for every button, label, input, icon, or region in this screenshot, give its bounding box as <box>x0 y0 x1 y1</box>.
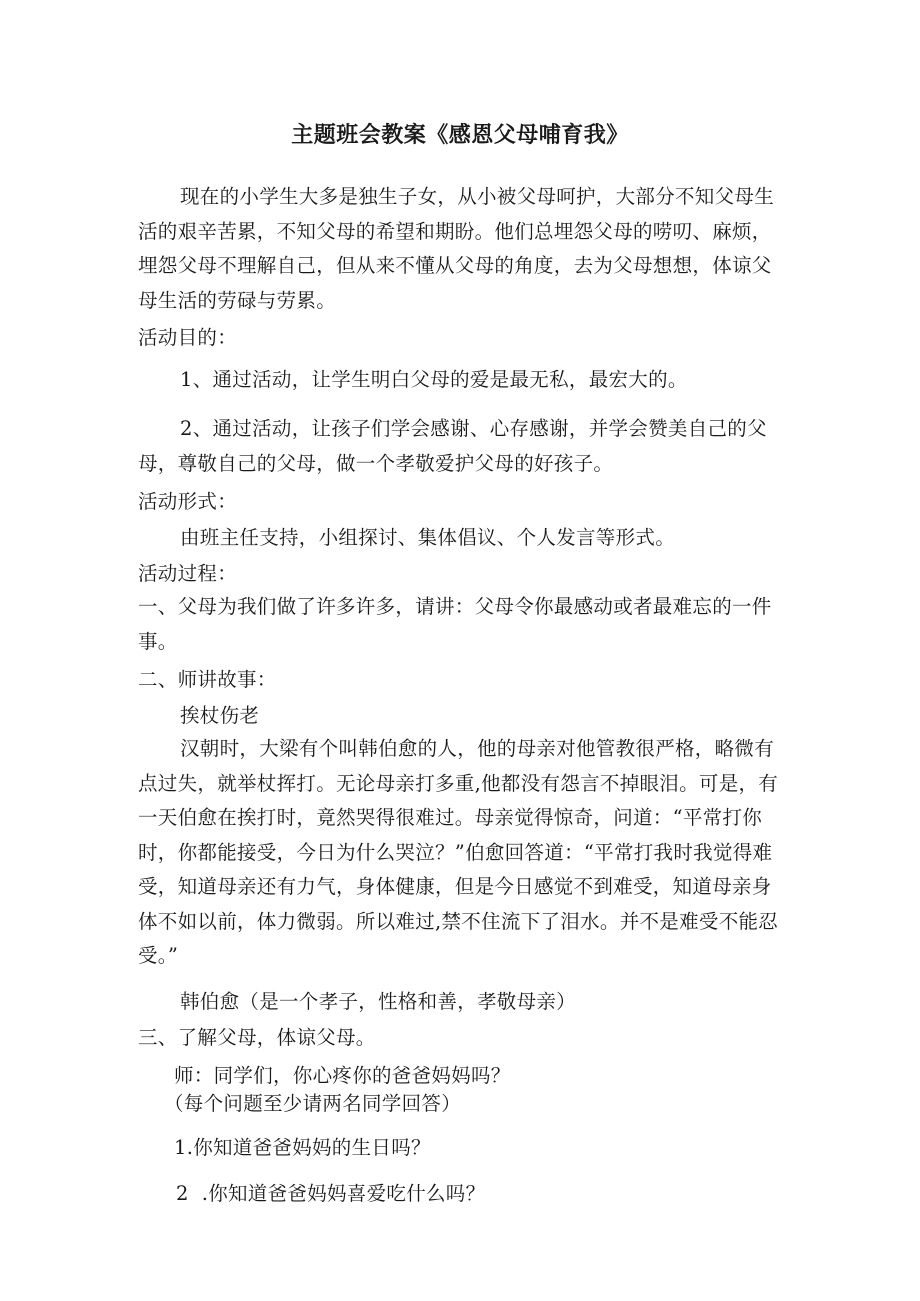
story-note: 韩伯愈（是一个孝子，性格和善，孝敬母亲） <box>180 990 577 1013</box>
form-heading: 活动形式： <box>138 490 238 513</box>
form-text: 由班主任支持，小组探讨、集体倡议、个人发言等形式。 <box>180 526 676 549</box>
story-title: 挨杖伤老 <box>180 704 260 727</box>
process-heading: 活动过程： <box>138 562 238 585</box>
goals-heading: 活动目的： <box>138 326 238 349</box>
document-title: 主题班会教案《感恩父母哺育我》 <box>291 123 629 148</box>
goal-item-2: 2、通过活动，让孩子们学会感谢、心存感谢，并学会赞美自己的父母，尊敬自己的父母，做一个孝敬爱护父母的好孩子。 <box>138 417 767 475</box>
process-step-3: 三、了解父母，体谅父母。 <box>138 1026 376 1049</box>
process-step-1: 一、父母为我们做了许多许多，请讲：父母令你最感动或者最难忘的一件事。 <box>138 595 772 653</box>
teacher-note: （每个问题至少请两名同学回答） <box>164 1092 462 1115</box>
question-1: 1.你知道爸爸妈妈的生日吗？ <box>174 1136 431 1159</box>
goal-item-1: 1、通过活动，让学生明白父母的爱是最无私，最宏大的。 <box>180 368 688 391</box>
story-text: 汉朝时，大梁有个叫韩伯愈的人，他的母亲对他管教很严格，略微有点过失，就举杖挥打。无论母亲打多重,他都没有怨言不掉眼泪。可是，有一天伯愈在挨打时，竟然哭得很难过。母亲觉得惊奇，问道：“平常打你时，你都能接受，今日为什么哭泣？”伯愈回答道：“平常打我时我觉得难受，知道母亲还有力气，身体健康，但是今日感觉不到难受，知道母亲身体不如以前，体力微弱。所以难过,禁不住流下了泪水。并不是难受不能忍受。” <box>138 737 779 967</box>
intro-paragraph: 现在的小学生大多是独生子女，从小被父母呵护，大部分不知父母生活的艰辛苦累，不知父母的希望和期盼。他们总埋怨父母的唠叨、麻烦，埋怨父母不理解自己，但从来不懂从父母的角度，去为父母想想，体谅父母生活的劳碌与劳累。 <box>138 185 775 312</box>
question-2: 2 .你知道爸爸妈妈喜爱吃什么吗？ <box>176 1182 486 1205</box>
process-step-2: 二、师讲故事： <box>138 668 277 691</box>
teacher-question: 师：同学们，你心疼你的爸爸妈妈吗？ <box>174 1064 511 1087</box>
